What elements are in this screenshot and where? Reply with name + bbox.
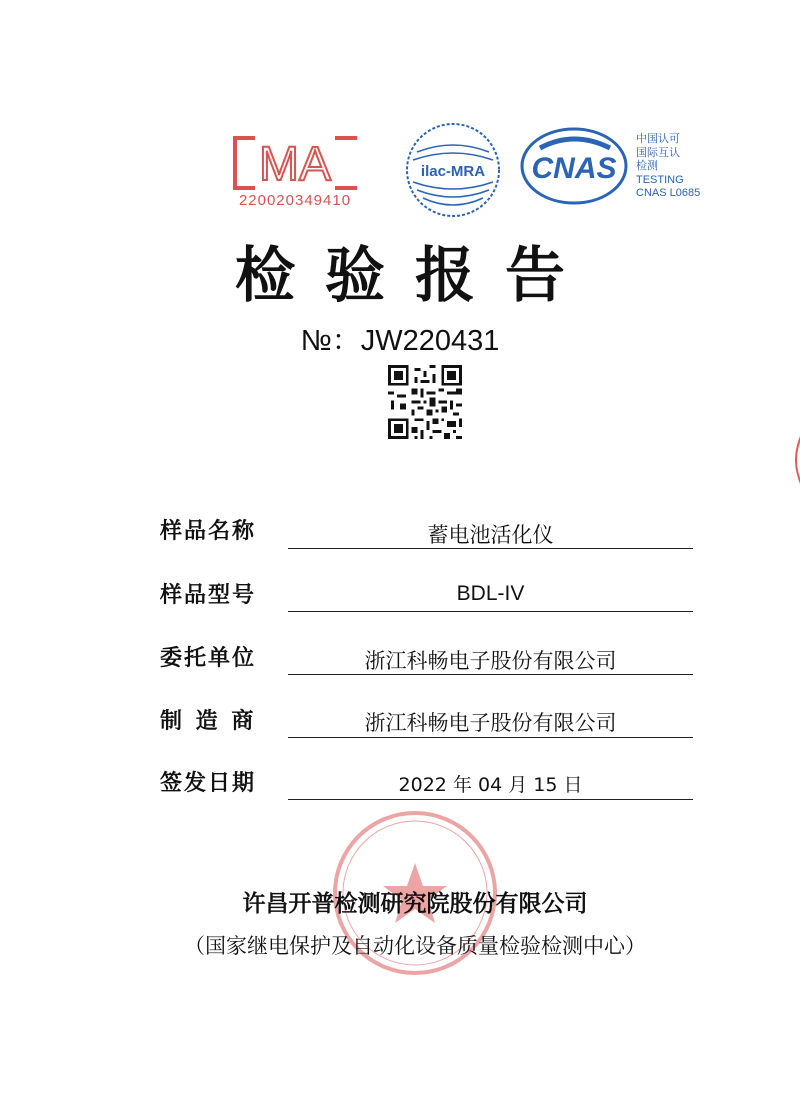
cnas-line: 检测 <box>636 160 658 172</box>
cnas-line: CNAS L0685 <box>636 187 701 199</box>
issuer-name: 许昌开普检测研究院股份有限公司 <box>242 891 588 917</box>
cnas-line: 中国认可 <box>636 133 680 145</box>
issue-date-underline <box>288 799 693 800</box>
sample-model-underline <box>288 611 693 612</box>
cnas-logo-text: CNAS <box>531 152 617 185</box>
ilac-mra-logo <box>403 120 503 220</box>
qr-code[interactable] <box>388 365 462 439</box>
cnas-line: TESTING <box>636 173 684 186</box>
client-underline <box>288 674 693 675</box>
issue-date-value: 2022 年 04 月 15 日 <box>398 774 583 796</box>
issuer-subtitle: （国家继电保护及自动化设备质量检验检测中心） <box>184 934 646 958</box>
report-number: №：JW220431 <box>300 325 500 357</box>
cma-number: 220020349410 <box>238 192 352 209</box>
sample-model-value: BDL-IV <box>456 582 525 605</box>
manufacturer-value: 浙江科畅电子股份有限公司 <box>364 711 617 735</box>
sample-name-value: 蓄电池活化仪 <box>427 523 554 547</box>
manufacturer-underline <box>288 737 693 738</box>
report-title: 检验报告 <box>235 241 595 311</box>
edge-stamp-fragment <box>785 430 800 490</box>
cma-logo-text: MA <box>259 138 331 191</box>
ilac-mra-text: ilac-MRA <box>420 163 486 180</box>
sample-model-label: 样品型号 <box>160 583 257 608</box>
client-label: 委托单位 <box>160 646 257 671</box>
issue-date-label: 签发日期 <box>160 771 257 796</box>
cnas-line: 国际互认 <box>636 146 680 159</box>
manufacturer-label: 制 造 商 <box>160 709 257 734</box>
cnas-logo <box>520 126 628 206</box>
sample-name-label: 样品名称 <box>160 519 257 544</box>
cnas-accreditation-text <box>636 133 700 201</box>
client-value: 浙江科畅电子股份有限公司 <box>364 649 617 673</box>
sample-name-underline <box>288 548 693 549</box>
